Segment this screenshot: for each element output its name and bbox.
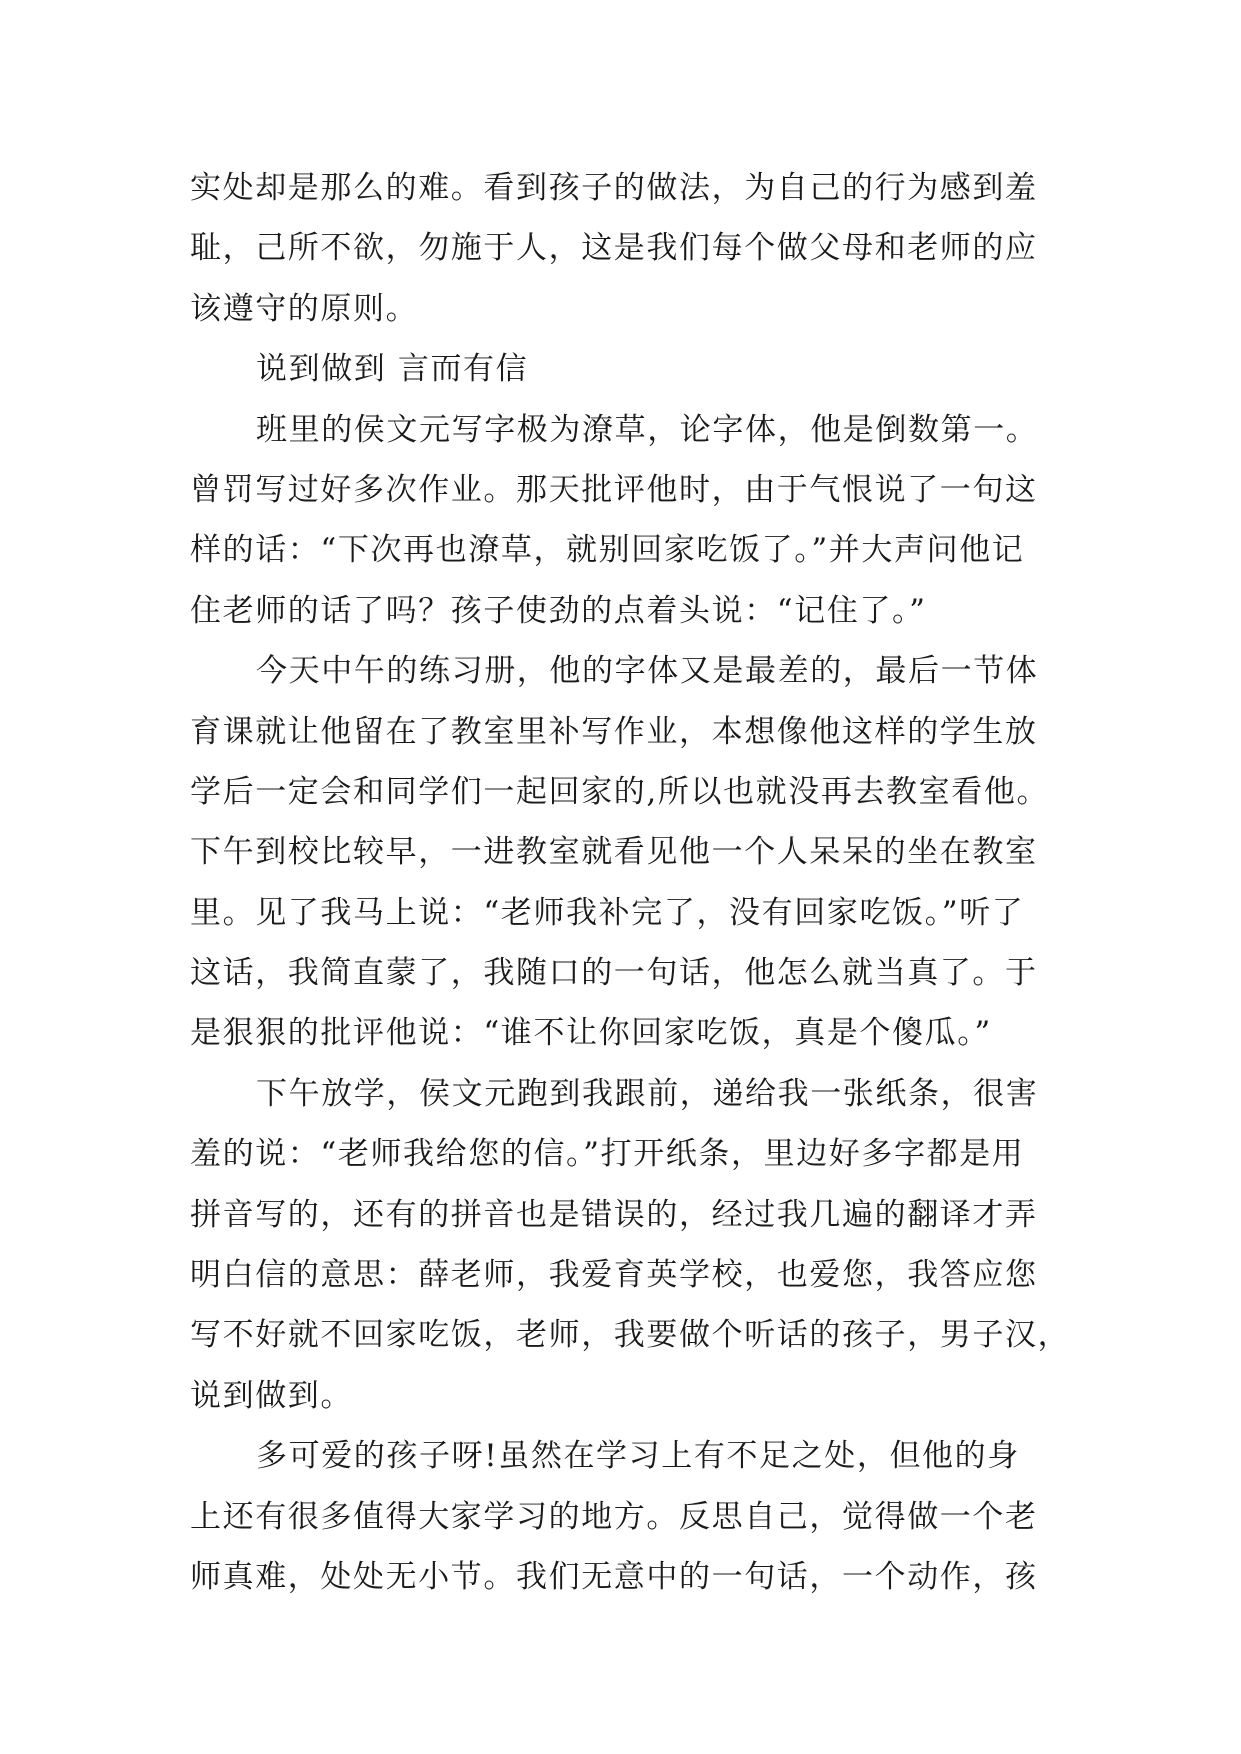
text-line: 样的话：“下次再也潦草，就别回家吃饭了。”并大声问他记 [190, 532, 1025, 569]
text-line: 该遵守的原则。 [190, 290, 419, 327]
text-line: 羞的说：“老师我给您的信。”打开纸条，里边好多字都是用 [190, 1136, 1025, 1173]
text-line: 说到做到 言而有信 [256, 351, 529, 388]
text-line: 住老师的话了吗？孩子使劲的点着头说：“记住了。” [190, 592, 927, 629]
text-line: 曾罚写过好多次作业。那天批评他时，由于气恨说了一句这 [190, 471, 1038, 508]
text-line: 实处却是那么的难。看到孩子的做法，为自己的行为感到羞 [190, 170, 1038, 206]
text-line: 写不好就不回家吃饭，老师，我要做个听话的孩子，男子汉， [190, 1317, 1071, 1354]
text-line: 是狠狠的批评他说：“谁不让你回家吃饭，真是个傻瓜。” [190, 1015, 992, 1052]
text-line: 学后一定会和同学们一起回家的,所以也就没再去教室看他。 [190, 773, 1050, 810]
text-line: 育课就让他留在了教室里补写作业，本想像他这样的学生放 [190, 713, 1038, 750]
text-line: 今天中午的练习册，他的字体又是最差的，最后一节体 [256, 653, 1039, 690]
text-line: 下午到校比较早，一进教室就看见他一个人呆呆的坐在教室 [190, 834, 1038, 871]
text-line: 拼音写的，还有的拼音也是错误的，经过我几遍的翻译才弄 [190, 1196, 1038, 1233]
text-line: 下午放学，侯文元跑到我跟前，递给我一张纸条，很害 [256, 1075, 1039, 1112]
text-line: 班里的侯文元写字极为潦草，论字体，他是倒数第一。 [256, 411, 1039, 448]
text-line: 这话，我简直蒙了，我随口的一句话，他怎么就当真了。于 [190, 955, 1038, 992]
text-line: 里。见了我马上说：“老师我补完了，没有回家吃饭。”听了 [190, 894, 1025, 931]
text-line: 上还有很多值得大家学习的地方。反思自己，觉得做一个老 [190, 1498, 1038, 1535]
text-line: 耻，己所不欲，勿施于人，这是我们每个做父母和老师的应 [190, 230, 1038, 267]
document-body [190, 158, 1070, 1607]
text-line: 师真难，处处无小节。我们无意中的一句话，一个动作，孩 [190, 1558, 1038, 1595]
text-line: 多可爱的孩子呀!虽然在学习上有不足之处，但他的身 [256, 1438, 1020, 1475]
text-line: 说到做到。 [190, 1377, 353, 1414]
text-line: 明白信的意思：薛老师，我爱育英学校，也爱您，我答应您 [190, 1257, 1038, 1294]
